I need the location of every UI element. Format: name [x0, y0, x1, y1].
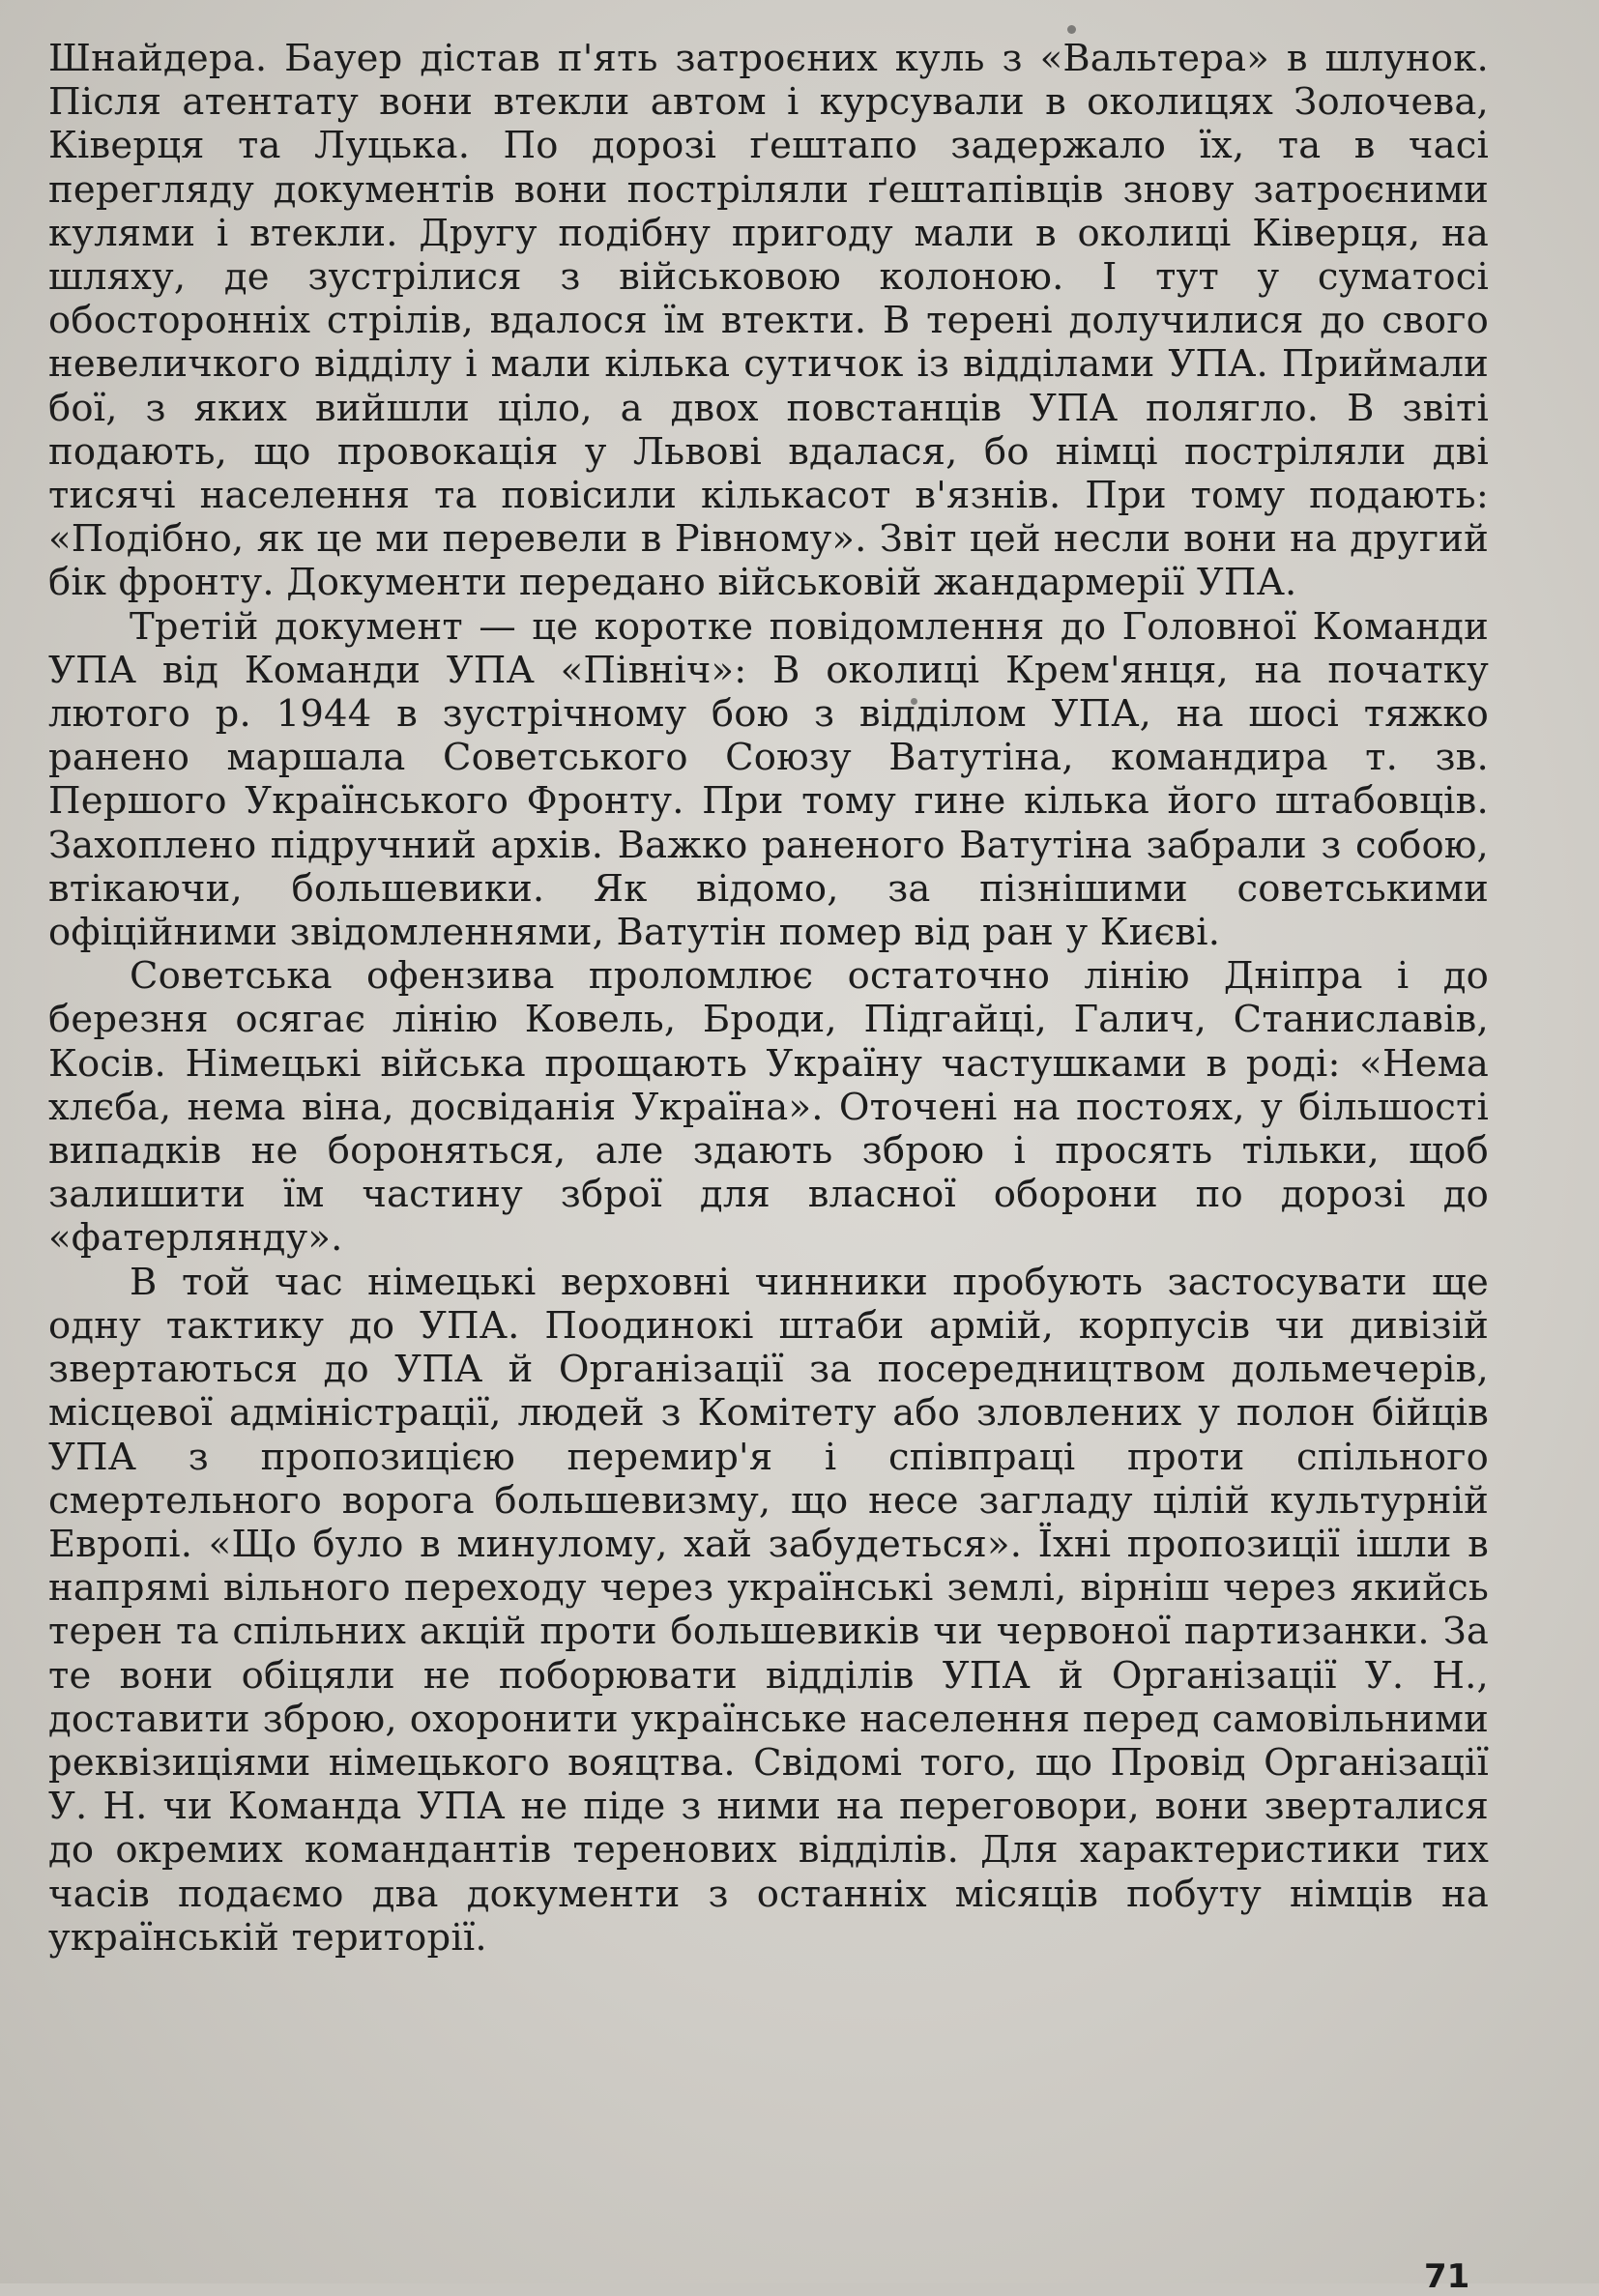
paragraph: Советська офензива проломлює остаточно лінію Дніпра і до березня осягає лінію Ковель, Броди, Підгайці, Галич, Станиславів, Косів. Німецькі війська прощають Україну частушками в роді: «Нема хлєба, нема віна, досвіданія Україна». Оточені на постоях, у більшості випадків не бороняться, але здають зброю і просять тільки, щоб залишити їм частину зброї для власної оборони по дорозі до «фатерлянду». [48, 954, 1489, 1261]
page-number: 71 [1424, 2257, 1470, 2296]
ink-spot [1067, 25, 1076, 34]
paragraph: Третій документ — це коротке повідомлення до Головної Команди УПА від Команди УПА «Північ»: В околиці Крем'янця, на початку лютого р. 1944 в зустрічному бою з відділом УПА, на шосі тяжко ранено маршала Советського Союзу Ватутіна, командира т. зв. Першого Українського Фронту. При тому гине кілька його штабовців. Захоплено підручний архів. Важко раненого Ватутіна забрали з собою, втікаючи, большевики. Як відомо, за пізнішими советськими офіційними звідомленнями, Ватутін помер від ран у Києві. [48, 604, 1489, 955]
paragraph: В той час німецькі верховні чинники пробують застосувати ще одну тактику до УПА. Поодинокі штаби армій, корпусів чи дивізій звертаються до УПА й Організації за посередництвом дольмечерів, місцевої адміністрації, людей з Комітету або зловлених у полон бійців УПА з пропозицією перемир'я і співпраці проти спільного смертельного ворога большевизму, що несе загладу цілій культурній Европі. «Що було в минулому, хай забудеться». Їхні пропозиції ішли в напрямі вільного переходу через українські землі, вірніш через якийсь терен та спільних акцій проти большевиків чи червоної партизанки. За те вони обіцяли не поборювати відділів УПА й Організації У. Н., доставити зброю, охоронити українське населення перед самовільними реквізиціями німецького вояцтва. Свідомі того, що Провід Організації У. Н. чи Команда УПА не піде з ними на переговори, вони зверталися до окремих командантів теренових відділів. Для характеристики тих часів подаємо два документи з останніх місяців побуту німців на українській території. [48, 1260, 1489, 1960]
body-text [48, 37, 1489, 1960]
paragraph: Шнайдера. Бауер дістав п'ять затроєних куль з «Вальтера» в шлунок. Після атентату вони втекли автом і курсували в околицях Золочева, Ківерця та Луцька. По дорозі ґештапо задержало їх, та в часі перегляду документів вони постріляли ґештапівців знову затроєними кулями і втекли. Другу подібну пригоду мали в околиці Ківерця, на шляху, де зустрілися з військовою колоною. І тут у суматосі обосторонніх стрілів, вдалося їм втекти. В терені долучилися до свого невеличкого відділу і мали кілька сутичок із відділами УПА. Приймали бої, з яких вийшли ціло, а двох повстанців УПА полягло. В звіті подають, що провокація у Львові вдалася, бо німці постріляли дві тисячі населення та повісили кількасот в'язнів. При тому подають: «Подібно, як це ми перевели в Рівному». Звіт цей несли вони на другий бік фронту. Документи передано військовій жандармерії УПА. [48, 37, 1489, 605]
